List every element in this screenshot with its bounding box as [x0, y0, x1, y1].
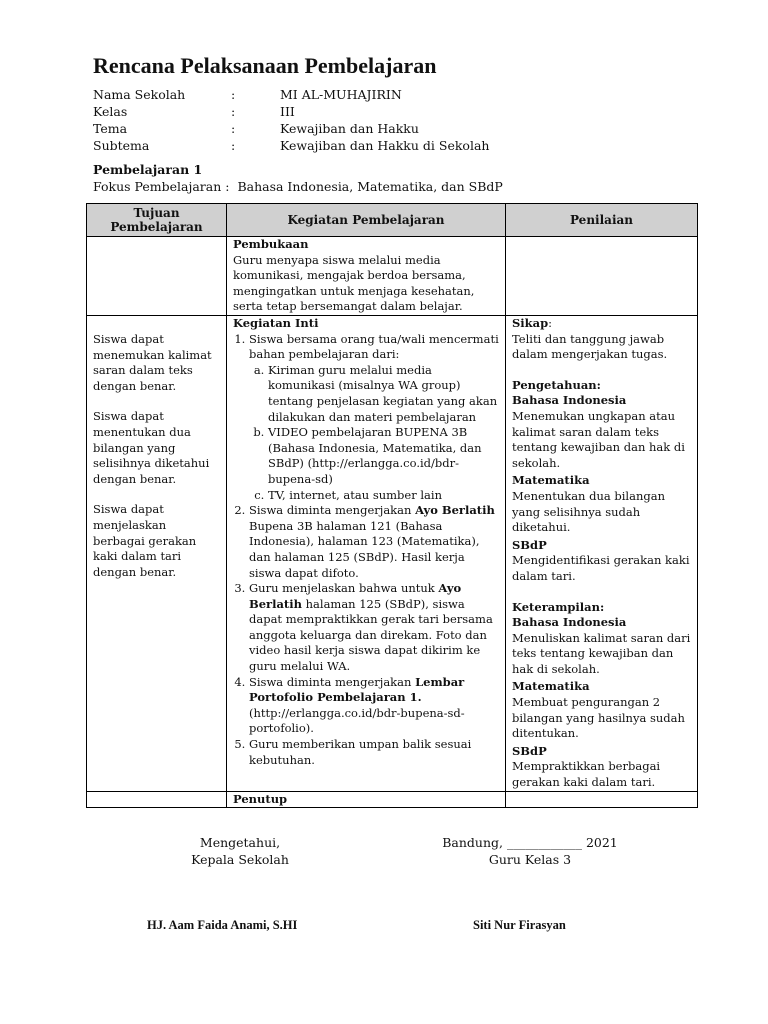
acknowledged-label: Mengetahui, — [199, 835, 281, 850]
list-item: b. VIDEO pembelajaran BUPENA 3B (Bahasa Indonesia, Matematika, dan SBdP) (http://erlangga.co.id/bdr-bupena-sd) — [268, 425, 499, 487]
knowledge-math-text: Menentukan dua bilangan yang selisihnya sudah diketahui. — [512, 488, 665, 535]
knowledge-sbdp-label: SBdP — [512, 537, 547, 552]
lesson-plan-table — [86, 203, 698, 808]
knowledge-math-label: Matematika — [512, 473, 590, 488]
activity-bold-text: Ayo Berlatih — [415, 503, 495, 518]
opening-objectives-cell — [87, 237, 227, 316]
focus-value: Bahasa Indonesia, Matematika, dan SBdP — [237, 179, 503, 194]
closing-activities-cell — [227, 791, 506, 808]
list-item: c. TV, internet, atau sumber lain — [268, 488, 499, 504]
core-row — [87, 316, 698, 792]
header-objectives: Tujuan Pembelajaran — [87, 204, 227, 237]
header-assessment: Penilaian — [506, 204, 698, 237]
lesson-focus — [93, 178, 503, 195]
knowledge-sbdp-text: Mengidentifikasi gerakan kaki dalam tari. — [512, 553, 690, 583]
school-name-label: Nama Sekolah — [93, 87, 186, 102]
header-activities: Kegiatan Pembelajaran — [227, 204, 506, 237]
activity-bold-text: Lembar Portofolio Pembelajaran 1. — [249, 674, 465, 705]
activity-text: Siswa diminta mengerjakan — [249, 674, 416, 689]
objectives-cell — [87, 316, 227, 792]
focus-colon: : — [225, 179, 230, 194]
subtheme-label: Subtema — [93, 138, 150, 153]
opening-text: Guru menyapa siswa melalui media komunikasi, mengajak berdoa bersama, mengingatkan untuk menjaga kesehatan, serta tetap bersemangat dalam belajar. — [233, 252, 475, 314]
knowledge-heading: Pengetahuan: — [512, 377, 601, 392]
subtheme-value: Kewajiban dan Hakku di Sekolah — [280, 138, 490, 153]
activity-text: Guru menjelaskan bahwa untuk — [249, 581, 439, 596]
headmaster-block — [160, 834, 320, 868]
opening-heading: Pembukaan — [233, 237, 309, 251]
activity-text: Bupena 3B halaman 121 (Bahasa Indonesia), halaman 123 (Matematika), dan halaman 125 (SBdP). Hasil kerja siswa dapat difoto. — [249, 518, 480, 580]
activity-bold-text: Ayo Berlatih — [249, 581, 462, 611]
objective-item: Siswa dapat menentukan dua bilangan yang selisihnya diketahui dengan benar. — [93, 409, 210, 486]
material-sources-list — [249, 363, 499, 503]
lesson-info — [93, 161, 503, 195]
closing-assessment-cell — [506, 791, 698, 808]
document-title: Rencana Pelaksanaan Pembelajaran — [93, 53, 437, 78]
assessment-cell — [506, 316, 698, 792]
theme-colon: : — [231, 121, 236, 136]
activity-text: Siswa bersama orang tua/wali mencermati bahan pembelajaran dari: — [249, 331, 499, 362]
knowledge-bi-text: Menemukan ungkapan atau kalimat saran dalam teks tentang kewajiban dan hak di sekolah. — [512, 408, 685, 470]
list-item — [249, 581, 499, 675]
activity-text: Siswa diminta mengerjakan — [249, 503, 416, 518]
subtheme-colon: : — [231, 138, 236, 153]
opening-activities-cell — [227, 237, 506, 316]
teacher-block — [430, 834, 630, 868]
skills-math-label: Matematika — [512, 679, 590, 694]
list-item: a. Kiriman guru melalui media komunikasi (misalnya WA group) tentang penjelasan kegiatan yang akan dilakukan dan materi pembelajaran — [268, 363, 499, 425]
class-value: III — [280, 104, 295, 119]
class-colon: : — [231, 104, 236, 119]
attitude-text: Teliti dan tanggung jawab dalam mengerjakan tugas. — [512, 331, 668, 362]
list-item — [249, 503, 499, 581]
teacher-name: Siti Nur Firasyan — [473, 918, 566, 932]
core-activity-list — [233, 332, 499, 769]
opening-assessment-cell — [506, 237, 698, 316]
focus-label: Fokus Pembelajaran — [93, 179, 222, 194]
knowledge-bi-label: Bahasa Indonesia — [512, 393, 627, 408]
theme-value: Kewajiban dan Hakku — [280, 121, 419, 136]
closing-objectives-cell — [87, 791, 227, 808]
lesson-heading: Pembelajaran 1 — [93, 162, 203, 177]
opening-row — [87, 237, 698, 316]
skills-heading: Keterampilan: — [512, 599, 605, 614]
skills-bi-text: Menuliskan kalimat saran dari teks tentang kewajiban dan hak di sekolah. — [512, 630, 691, 676]
skills-sbdp-label: SBdP — [512, 743, 547, 758]
skills-sbdp-text: Mempraktikkan berbagai gerakan kaki dalam tari. — [512, 759, 661, 790]
list-item — [249, 675, 499, 737]
objective-item: Siswa dapat menjelaskan berbagai gerakan kaki dalam tari dengan benar. — [93, 502, 197, 579]
activity-text: (http://erlangga.co.id/bdr-bupena-sd-portofolio). — [249, 705, 465, 736]
skills-bi-label: Bahasa Indonesia — [512, 615, 627, 630]
list-item: 5. Guru memberikan umpan balik sesuai kebutuhan. — [249, 737, 499, 768]
list-item — [249, 332, 499, 504]
core-activities-cell — [227, 316, 506, 792]
closing-heading: Penutup — [233, 791, 288, 806]
attitude-label: Sikap — [512, 316, 549, 330]
headmaster-title: Kepala Sekolah — [191, 852, 289, 867]
attitude-heading — [512, 316, 691, 332]
attitude-colon: : — [548, 316, 553, 330]
school-name-value: MI AL-MUHAJIRIN — [280, 87, 402, 102]
objective-item: Siswa dapat menemukan kalimat saran dalam teks dengan benar. — [93, 332, 212, 393]
table-header-row — [87, 204, 698, 237]
headmaster-name: HJ. Aam Faida Anami, S.HI — [147, 918, 298, 932]
activity-text: halaman 125 (SBdP), siswa dapat mempraktikkan gerak tari bersama anggota keluarga dan direkam. Foto dan video hasil kerja siswa dapat dikirim ke guru melalui WA. — [249, 596, 493, 674]
theme-label: Tema — [93, 121, 128, 136]
teacher-title: Guru Kelas 3 — [488, 852, 572, 867]
class-label: Kelas — [93, 104, 128, 119]
skills-math-text: Membuat pengurangan 2 bilangan yang hasilnya sudah ditentukan. — [512, 695, 685, 741]
core-heading: Kegiatan Inti — [233, 316, 319, 330]
closing-row — [87, 791, 698, 808]
place-date: Bandung, ____________ 2021 — [442, 835, 618, 850]
school-name-colon: : — [231, 87, 236, 102]
